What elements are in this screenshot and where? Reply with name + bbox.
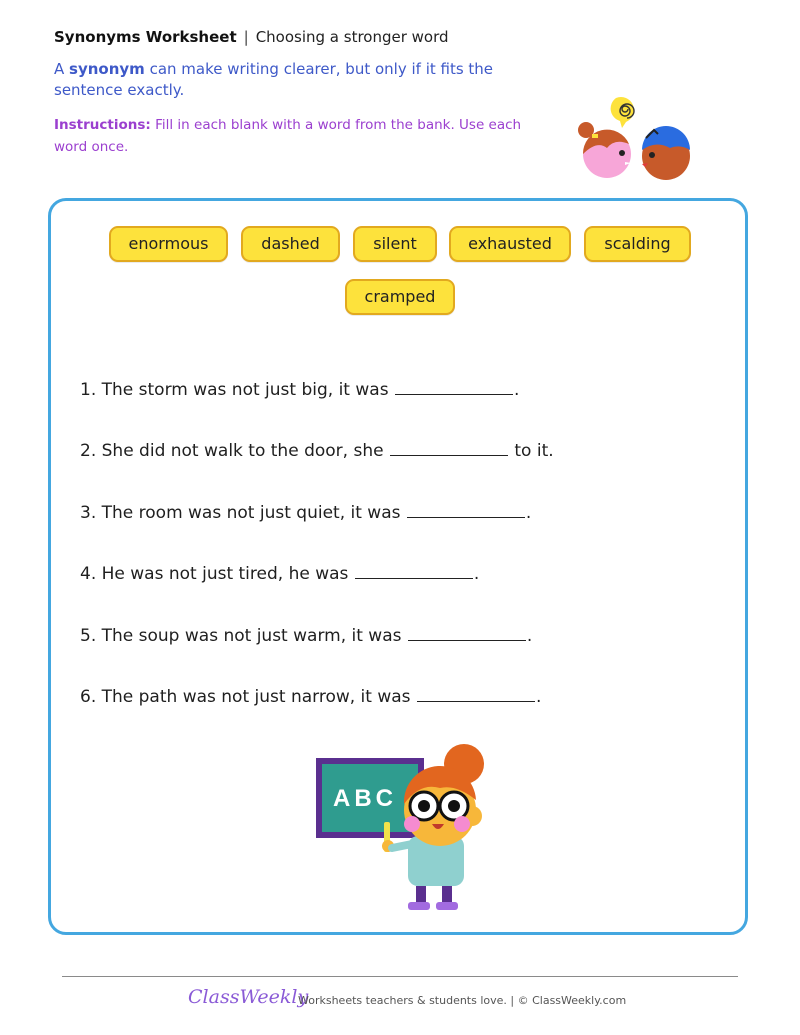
instructions-body: Fill in each blank with a word from the bank. Use each word once. — [54, 117, 522, 155]
worksheet-title: Synonyms Worksheet — [54, 28, 237, 46]
page-title — [54, 28, 449, 46]
question-ending: . — [526, 626, 533, 646]
question-4 — [80, 564, 479, 584]
word-chip-scalding[interactable]: scalding — [584, 226, 691, 262]
question-ending: . — [473, 564, 480, 584]
footer-text: Worksheets teachers & students love. | © ClassWeekly.com — [298, 994, 627, 1007]
question-ending: to it. — [508, 441, 554, 461]
instructions-text — [54, 114, 534, 158]
word-chip-enormous[interactable]: enormous — [109, 226, 228, 262]
worksheet-subtitle: Choosing a stronger word — [255, 28, 449, 46]
question-text: 3. The room was not just quiet, it was — [80, 503, 406, 523]
answer-blank[interactable] — [407, 503, 525, 518]
question-5 — [80, 626, 532, 646]
question-text: 4. He was not just tired, he was — [80, 564, 354, 584]
question-text: 2. She did not walk to the door, she — [80, 441, 389, 461]
word-chip-exhausted[interactable]: exhausted — [449, 226, 571, 262]
instructions-label: Instructions: — [54, 117, 151, 133]
answer-blank[interactable] — [390, 441, 508, 456]
word-chip-cramped[interactable]: cramped — [345, 279, 455, 315]
question-2 — [80, 441, 554, 461]
teacher-chalkboard-illustration — [316, 742, 506, 914]
answer-blank[interactable] — [408, 626, 526, 641]
answer-blank[interactable] — [395, 380, 513, 395]
title-separator: | — [243, 28, 249, 46]
kids-chatting-illustration — [570, 88, 700, 188]
intro-after: can make writing clearer, but only if it fits the sentence exactly. — [54, 60, 494, 99]
intro-text — [54, 59, 534, 101]
question-1 — [80, 380, 519, 400]
intro-before: A — [54, 60, 70, 78]
intro-keyword: synonym — [69, 60, 145, 78]
question-text: 6. The path was not just narrow, it was — [80, 687, 416, 707]
question-ending: . — [535, 687, 542, 707]
footer-divider — [62, 976, 738, 977]
answer-blank[interactable] — [417, 687, 535, 702]
question-ending: . — [513, 380, 520, 400]
chalkboard-text: ABC — [333, 785, 397, 812]
question-ending: . — [525, 503, 532, 523]
word-chip-silent[interactable]: silent — [353, 226, 437, 262]
question-3 — [80, 503, 531, 523]
question-text: 1. The storm was not just big, it was — [80, 380, 394, 400]
question-text: 5. The soup was not just warm, it was — [80, 626, 407, 646]
question-6 — [80, 687, 541, 707]
answer-blank[interactable] — [355, 564, 473, 579]
word-chip-dashed[interactable]: dashed — [241, 226, 340, 262]
brand-logo: ClassWeekly — [188, 986, 309, 1008]
